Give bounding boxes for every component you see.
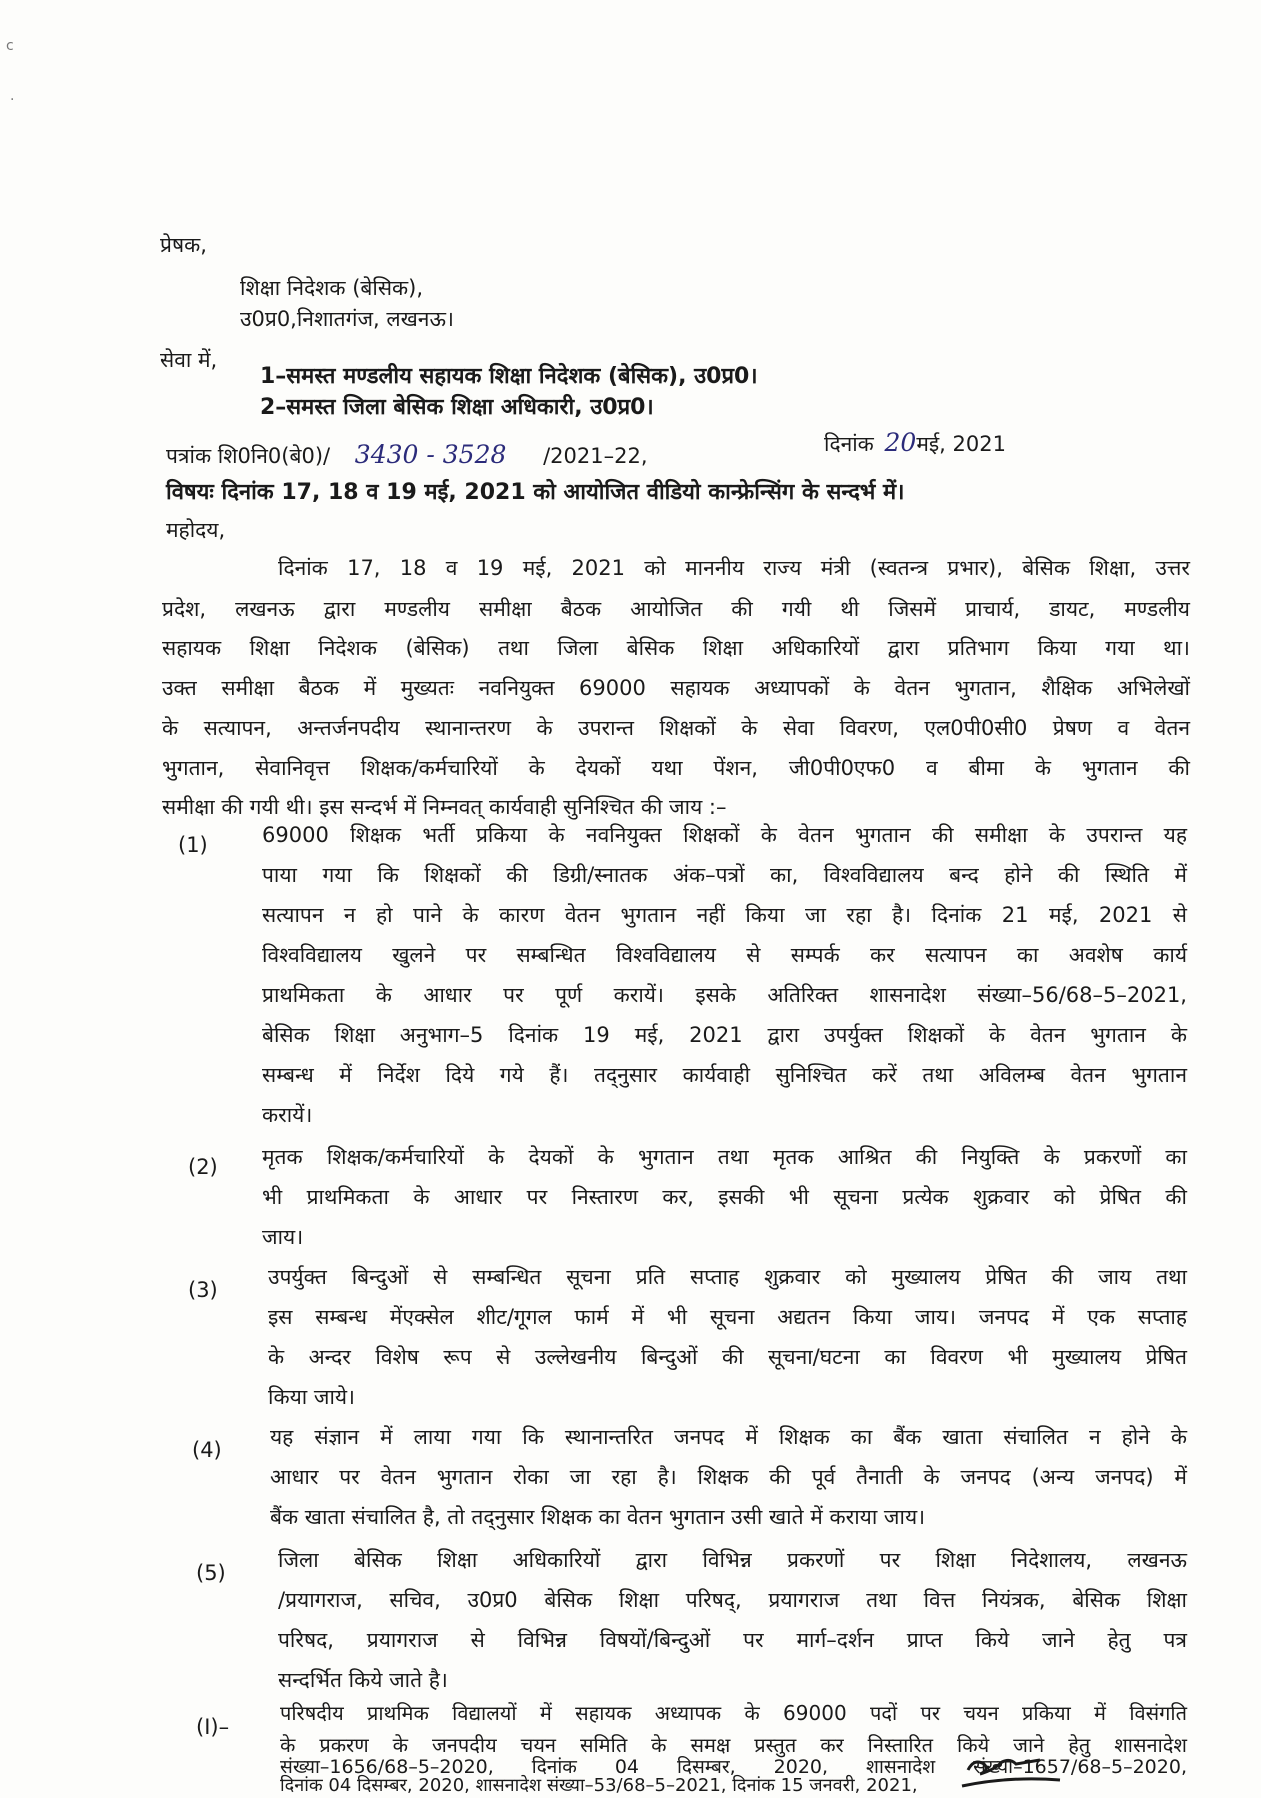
- sender-line: उ0प्र0,निशातगंज, लखनऊ।: [240, 307, 454, 331]
- point-line: परिषद, प्रयागराज से विभिन्न विषयों/बिन्दुओं पर मार्ग–दर्शन प्राप्त किये जाने हेतु पत्र: [278, 1628, 1187, 1652]
- point-line: बैंक खाता संचालित है, तो तद्नुसार शिक्षक का वेतन भुगतान उसी खाते में कराया जाय।: [270, 1505, 926, 1529]
- point-number: (3): [188, 1278, 218, 1302]
- point-line: के प्रकरण के जनपदीय चयन समिति के समक्ष प्रस्तुत कर निस्तारित किये जाने हेतु शासनादेश: [280, 1733, 1187, 1757]
- point-line: मृतक शिक्षक/कर्मचारियों के देयकों के भुगतान तथा मृतक आश्रित की नियुक्ति के प्रकरणों का: [262, 1145, 1187, 1169]
- to-label: सेवा में,: [160, 348, 218, 372]
- handwritten-date: 20: [884, 428, 917, 457]
- point-line: बेसिक शिक्षा अनुभाग–5 दिनांक 19 मई, 2021 द्वारा उपर्युक्त शिक्षकों के वेतन भुगतान के: [262, 1023, 1187, 1047]
- point-line: दिनांक 04 दिसम्बर, 2020, शासनादेश संख्या–53/68–5–2021, दिनांक 15 जनवरी, 2021,: [280, 1775, 918, 1796]
- point-line: 69000 शिक्षक भर्ती प्रकिया के नवनियुक्त शिक्षकों के वेतन भुगतान की समीक्षा के उपरान्त यह: [262, 823, 1187, 847]
- point-line: सम्बन्ध में निर्देश दिये गये हैं। तद्नुसार कार्यवाही सुनिश्चित करें तथा अविलम्ब वेतन भुगतान: [262, 1063, 1187, 1087]
- scan-speck: .: [10, 88, 15, 104]
- point-number: (I)–: [196, 1715, 230, 1739]
- point-number: (4): [192, 1438, 222, 1462]
- date-label: दिनांक: [824, 432, 874, 456]
- point-line: पाया गया कि शिक्षकों की डिग्री/स्नातक अंक–पत्रों का, विश्वविद्यालय बन्द होने की स्थिति में: [262, 863, 1187, 887]
- point-line: सत्यापन न हो पाने के कारण वेतन भुगतान नहीं किया जा रहा है। दिनांक 21 मई, 2021 से: [262, 903, 1187, 927]
- intro-line: दिनांक 17, 18 व 19 मई, 2021 को माननीय राज्य मंत्री (स्वतन्त्र प्रभार), बेसिक शिक्षा, उत्तर: [278, 556, 1190, 580]
- point-line: के अन्दर विशेष रूप से उल्लेखनीय बिन्दुओं की सूचना/घटना का विवरण भी मुख्यालय प्रेषित: [268, 1345, 1187, 1369]
- point-line: प्राथमिकता के आधार पर पूर्ण करायें। इसके अतिरिक्त शासनादेश संख्या–56/68–5–2021,: [262, 983, 1187, 1007]
- point-number: (2): [188, 1155, 218, 1179]
- salutation: महोदय,: [166, 518, 226, 542]
- point-line: यह संज्ञान में लाया गया कि स्थानान्तरित जनपद में शिक्षक का बैंक खाता संचालित न होने के: [270, 1425, 1187, 1449]
- point-line: करायें।: [262, 1103, 313, 1127]
- point-line: /प्रयागराज, सचिव, उ0प्र0 बेसिक शिक्षा परिषद्, प्रयागराज तथा वित्त नियंत्रक, बेसिक शिक्षा: [278, 1588, 1187, 1612]
- date-rest: मई, 2021: [916, 432, 1006, 456]
- point-line: संख्या–1656/68–5–2020, दिनांक 04 दिसम्बर, 2020, शासनादेश संख्या–1657/68–5–2020,: [280, 1756, 1187, 1778]
- point-line: भी प्राथमिकता के आधार पर निस्तारण कर, इसकी भी सूचना प्रत्येक शुक्रवार को प्रेषित की: [262, 1185, 1187, 1209]
- intro-line: के सत्यापन, अन्तर्जनपदीय स्थानान्तरण के उपरान्त शिक्षकों के सेवा विवरण, एल0पी0सी0 प्रेषण व वेतन: [162, 716, 1190, 740]
- ref-year: /2021–22,: [543, 444, 648, 468]
- point-line: उपर्युक्त बिन्दुओं से सम्बन्धित सूचना प्रति सप्ताह शुक्रवार को मुख्यालय प्रेषित की जाय तथा: [268, 1265, 1187, 1289]
- sender-label: प्रेषक,: [160, 233, 207, 257]
- subject-line: विषयः दिनांक 17, 18 व 19 मई, 2021 को आयोजित वीडियो कान्फ्रेन्सिंग के सन्दर्भ में।: [166, 480, 905, 505]
- signature-initials: [950, 1740, 1070, 1792]
- point-line: आधार पर वेतन भुगतान रोका जा रहा है। शिक्षक की पूर्व तैनाती के जनपद (अन्य जनपद) में: [270, 1465, 1187, 1489]
- reference-line: [166, 440, 648, 471]
- point-line: किया जाये।: [268, 1385, 356, 1409]
- recipient-line: 1–समस्त मण्डलीय सहायक शिक्षा निदेशक (बेसिक), उ0प्र0।: [260, 364, 758, 389]
- sender-line: शिक्षा निदेशक (बेसिक),: [240, 276, 424, 300]
- recipient-line: 2–समस्त जिला बेसिक शिक्षा अधिकारी, उ0प्र0।: [260, 395, 654, 420]
- intro-line: सहायक शिक्षा निदेशक (बेसिक) तथा जिला बेसिक शिक्षा अधिकारियों द्वारा प्रतिभाग किया गया था।: [162, 636, 1190, 660]
- intro-line: समीक्षा की गयी थी। इस सन्दर्भ में निम्नवत् कार्यवाही सुनिश्चित की जाय :–: [162, 795, 727, 819]
- intro-line: उक्त समीक्षा बैठक में मुख्यतः नवनियुक्त 69000 सहायक अध्यापकों के वेतन भुगतान, शैक्षिक अभिलेखों: [162, 676, 1190, 700]
- handwritten-letter-number: 3430 - 3528: [354, 440, 507, 469]
- point-line: सन्दर्भित किये जाते है।: [278, 1668, 448, 1692]
- ref-prefix: पत्रांक शि0नि0(बे0)/: [166, 444, 331, 468]
- date-line: [824, 428, 1006, 459]
- point-number: (5): [196, 1561, 226, 1585]
- point-number: (1): [178, 833, 208, 857]
- point-line: विश्वविद्यालय खुलने पर सम्बन्धित विश्वविद्यालय से सम्पर्क कर सत्यापन का अवशेष कार्य: [262, 943, 1187, 967]
- point-line: जाय।: [262, 1225, 304, 1249]
- point-line: परिषदीय प्राथमिक विद्यालयों में सहायक अध्यापक के 69000 पदों पर चयन प्रकिया में विसंगति: [280, 1701, 1187, 1725]
- scan-speck: c: [6, 38, 14, 54]
- intro-line: भुगतान, सेवानिवृत्त शिक्षक/कर्मचारियों के देयकों यथा पेंशन, जी0पी0एफ0 व बीमा के भुगतान की: [162, 756, 1190, 780]
- point-line: जिला बेसिक शिक्षा अधिकारियों द्वारा विभिन्न प्रकरणों पर शिक्षा निदेशालय, लखनऊ: [278, 1548, 1187, 1572]
- point-line: इस सम्बन्ध मेंएक्सेल शीट/गूगल फार्म में भी सूचना अद्यतन किया जाय। जनपद में एक सप्ताह: [268, 1305, 1187, 1329]
- intro-line: प्रदेश, लखनऊ द्वारा मण्डलीय समीक्षा बैठक आयोजित की गयी थी जिसमें प्राचार्य, डायट, मण्डलीय: [162, 597, 1190, 621]
